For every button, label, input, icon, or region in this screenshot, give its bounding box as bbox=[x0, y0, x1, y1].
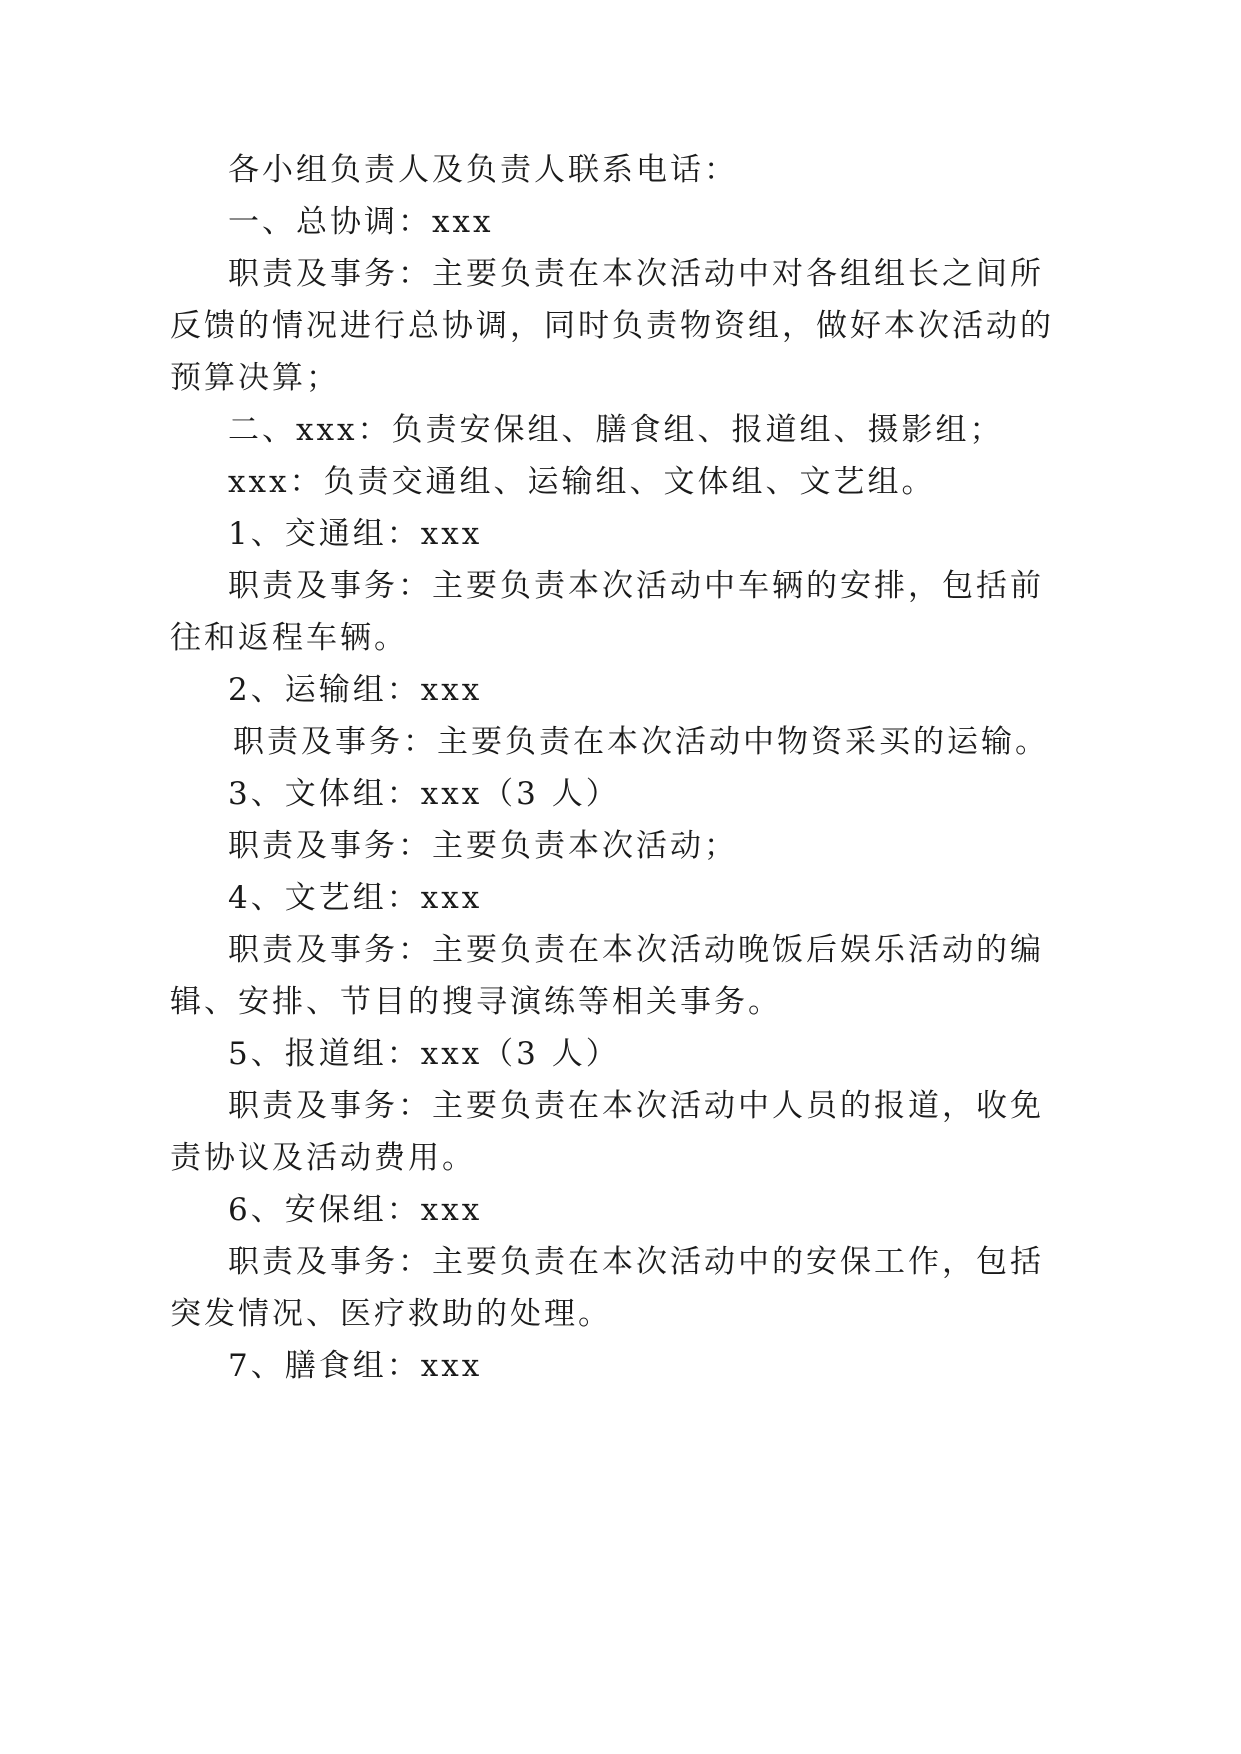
text-line: 责协议及活动费用。 bbox=[170, 1140, 476, 1176]
text-line: 职责及事务：主要负责在本次活动中的安保工作，包括 bbox=[228, 1244, 1044, 1280]
text-line: 职责及事务：主要负责本次活动中车辆的安排，包括前 bbox=[228, 568, 1044, 604]
text-line: 往和返程车辆。 bbox=[170, 620, 408, 656]
text-line: 辑、安排、节目的搜寻演练等相关事务。 bbox=[170, 984, 782, 1020]
text-line: 职责及事务：主要负责在本次活动晚饭后娱乐活动的编 bbox=[228, 932, 1044, 968]
text-line: 职责及事务：主要负责本次活动； bbox=[228, 828, 738, 864]
text-line: 一、总协调：xxx bbox=[228, 204, 494, 240]
text-line: 各小组负责人及负责人联系电话： bbox=[228, 152, 738, 188]
text-line: 反馈的情况进行总协调，同时负责物资组，做好本次活动的 bbox=[170, 308, 1054, 344]
text-line: 2、运输组：xxx bbox=[228, 672, 483, 708]
text-line: 突发情况、医疗救助的处理。 bbox=[170, 1296, 612, 1332]
text-line: xxx：负责交通组、运输组、文体组、文艺组。 bbox=[228, 464, 936, 500]
text-line: 职责及事务：主要负责在本次活动中物资采买的运输。 bbox=[233, 724, 1049, 760]
text-line: 6、安保组：xxx bbox=[228, 1192, 483, 1228]
text-line: 4、文艺组：xxx bbox=[228, 880, 483, 916]
text-line: 二、xxx：负责安保组、膳食组、报道组、摄影组； bbox=[228, 412, 1004, 448]
text-line: 5、报道组：xxx（3 人） bbox=[228, 1036, 620, 1072]
text-line: 职责及事务：主要负责在本次活动中人员的报道，收免 bbox=[228, 1088, 1044, 1124]
text-line: 职责及事务：主要负责在本次活动中对各组组长之间所 bbox=[228, 256, 1044, 292]
text-line: 3、文体组：xxx（3 人） bbox=[228, 776, 620, 812]
text-line: 预算决算； bbox=[170, 360, 340, 396]
text-line: 1、交通组：xxx bbox=[228, 516, 483, 552]
text-line: 7、膳食组：xxx bbox=[228, 1348, 483, 1384]
